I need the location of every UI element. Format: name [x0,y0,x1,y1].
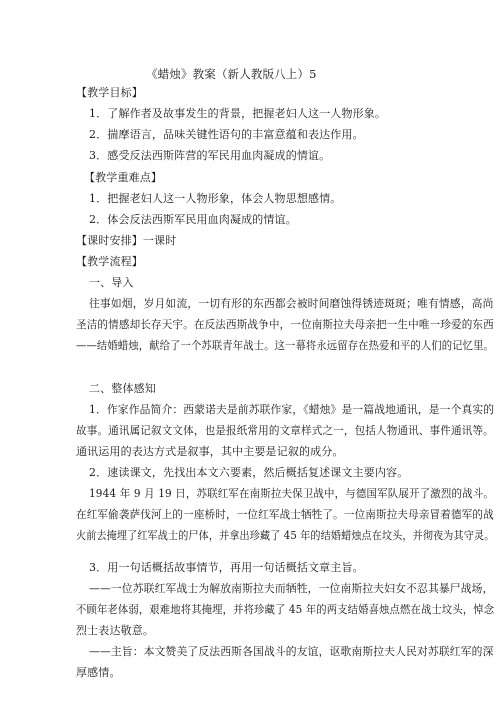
paragraph-line: 烈士表达敬意。 [76,624,155,637]
paragraph-line: 1944 年 9 月 19 日，苏联红军在南斯拉夫保卫战中，与德国军队展开了激烈的战斗。 [89,487,495,500]
paragraph-line: ——结婚蜡烛，献给了一个苏联青年战士。这一幕将永远留存在热爱和平的人们的记忆里。 [76,339,494,352]
section-heading-process: 【教学流程】 [76,255,143,268]
paragraph-line: 3．用一句话概括故事情节，再用一句话概括文章主旨。 [89,561,364,574]
paragraph-line: 往事如烟，岁月如流，一切有形的东西都会被时间磨蚀得锈迹斑斑；唯有情感，高尚 [89,297,494,310]
paragraph-line: 火前去掩埋了红军战士的尸体，并拿出珍藏了 45 年的结婚蜡烛点在坟头，并彻夜为其守灵。 [76,529,495,542]
paragraph-line: 故事。通讯属记叙文文体，也是报纸常用的文章样式之一，包括人物通讯、事件通讯等。 [76,424,494,437]
paragraph-line: 在红军偷袭萨伐河上的一座桥时，一位红军战士牺牲了。一位南斯拉夫母亲冒着德军的战 [76,508,494,521]
key-point-item: 1．把握老妇人这一人物形象，体会人物思想感情。 [89,192,342,205]
section-heading-goals: 【教学目标】 [76,86,143,99]
intro-heading: 一、导入 [89,276,134,289]
paragraph-line: 1．作家作品简介：西蒙诺夫是前苏联作家，《蜡烛》是一篇战地通讯，是一个真实的 [89,403,495,416]
paragraph-line: ——主旨：本文赞美了反法西斯各国战斗的友谊，讴歌南斯拉夫人民对苏联红军的深 [89,645,494,658]
perception-heading: 二、整体感知 [89,382,156,395]
paragraph-line: 厚感情。 [76,666,121,679]
paragraph-line: 2．速读课文，先找出本文六要素，然后概括复述课文主要内容。 [89,466,409,479]
document-title: 《蜡烛》教案（新人教版八上）5 [146,67,317,81]
goal-item: 3．感受反法西斯阵营的军民用血肉凝成的情谊。 [89,149,331,162]
paragraph-line: 圣洁的情感却长存天宇。在反法西斯战争中，一位南斯拉夫母亲把一生中唯一珍爱的东西 [76,318,494,331]
paragraph-line: 通讯运用的表达方式是叙事，其中主要是记叙的成分。 [76,445,344,458]
goal-item: 2．揣摩语言，品味关键性语句的丰富意蕴和表达作用。 [89,128,364,141]
schedule-line: 【课时安排】一课时 [76,234,177,247]
paragraph-line: ——一位苏联红军战士为解放南斯拉夫而牺牲，一位南斯拉夫妇女不忍其暴尸战场， [89,582,494,595]
section-heading-key-points: 【教学重难点】 [84,171,163,184]
goal-item: 1．了解作者及故事发生的背景，把握老妇人这一人物形象。 [89,107,387,120]
key-point-item: 2．体会反法西斯军民用血肉凝成的情谊。 [89,213,297,226]
paragraph-line: 不顾年老体弱，艰难地将其掩埋，并将珍藏了 45 年的两支结婚喜烛点燃在战士坟头，悼念 [76,603,495,616]
